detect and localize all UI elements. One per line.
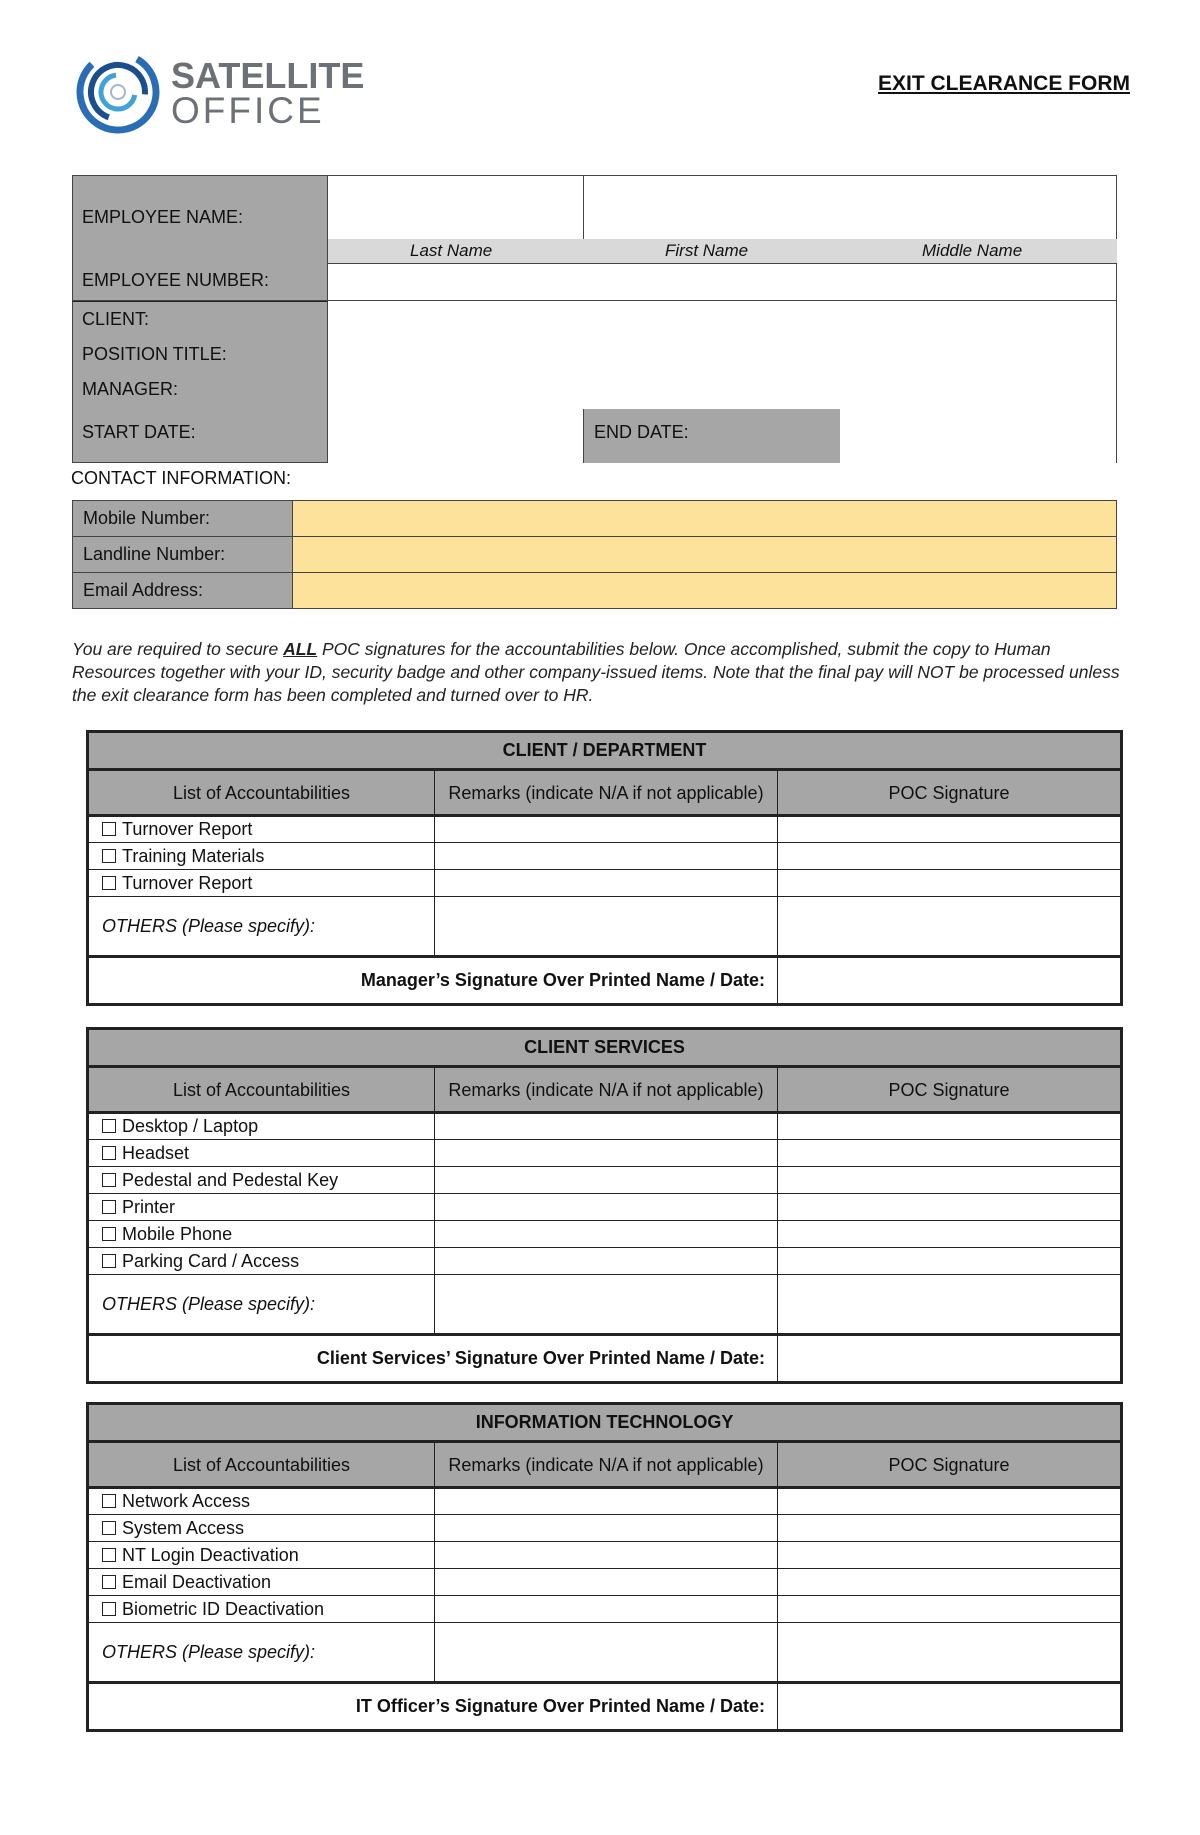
remarks-cell[interactable] [435,1275,778,1335]
employee-name-label: EMPLOYEE NAME: [82,207,244,227]
remarks-cell[interactable] [435,1194,778,1221]
instructions-text-start: You are required to secure [72,639,284,659]
mobile-number-input[interactable] [293,501,1117,537]
section-client-services [86,1027,1123,1384]
column-header-remarks: Remarks (indicate N/A if not applicable) [435,1442,778,1488]
end-date-label: END DATE: [594,422,689,442]
remarks-cell[interactable] [435,1113,778,1140]
poc-signature-cell[interactable] [778,1488,1122,1515]
satellite-logo-icon [76,50,160,134]
accountability-label: System Access [122,1517,245,1538]
last-name-sublabel: Last Name [410,241,493,260]
column-header-poc-signature: POC Signature [778,770,1122,816]
logo-wordmark-bottom: OFFICE [171,90,325,131]
remarks-cell[interactable] [435,1488,778,1515]
poc-signature-cell[interactable] [778,1275,1122,1335]
poc-signature-cell[interactable] [778,1167,1122,1194]
contact-information-heading: CONTACT INFORMATION: [71,468,291,488]
employee-info-block [72,175,1117,463]
checkbox[interactable] [102,1173,116,1187]
accountability-label: Turnover Report [122,819,253,839]
poc-signature-cell[interactable] [778,1596,1122,1623]
poc-signature-cell[interactable] [778,1542,1122,1569]
remarks-cell[interactable] [435,1248,778,1275]
checkbox[interactable] [102,822,116,836]
section-client-department [86,730,1123,1006]
section-title: INFORMATION TECHNOLOGY [88,1404,1122,1442]
poc-signature-cell[interactable] [778,1569,1122,1596]
remarks-cell[interactable] [435,1542,778,1569]
position-title-label: POSITION TITLE: [82,344,227,364]
accountability-label: Printer [122,1196,176,1217]
employee-number-input[interactable] [328,263,1117,301]
accountability-row [88,1596,1122,1623]
poc-signature-cell[interactable] [778,1113,1122,1140]
start-date-label: START DATE: [82,422,196,442]
remarks-cell[interactable] [435,1569,778,1596]
checkbox[interactable] [102,1200,116,1214]
remarks-cell[interactable] [435,897,778,957]
signature-cell[interactable] [778,1335,1122,1383]
column-header-remarks: Remarks (indicate N/A if not applicable) [435,1067,778,1113]
signature-label: IT Officer’s Signature Over Printed Name / Date: [88,1683,778,1731]
poc-signature-cell[interactable] [778,1140,1122,1167]
accountability-label: NT Login Deactivation [122,1544,299,1565]
remarks-cell[interactable] [435,1167,778,1194]
instructions-text-end: POC signatures for the accountabilities below. Once accomplished, submit the copy to Human Resources together with your ID, security badge and other company-issued items. Note that the final pay will NOT be processed unless the exit clearance form has been completed and turned over to HR. [72,639,1120,705]
remarks-cell[interactable] [435,870,778,897]
client-label: CLIENT: [82,309,150,329]
section-information-technology [86,1402,1123,1732]
mobile-number-label: Mobile Number: [73,501,293,537]
poc-signature-cell[interactable] [778,1248,1122,1275]
column-header-poc-signature: POC Signature [778,1442,1122,1488]
poc-signature-cell[interactable] [778,1194,1122,1221]
checkbox[interactable] [102,1548,116,1562]
accountability-label: Biometric ID Deactivation [122,1598,325,1619]
others-label: OTHERS (Please specify): [88,1275,435,1335]
checkbox[interactable] [102,1119,116,1133]
accountability-row [88,1194,1122,1221]
checkbox[interactable] [102,1494,116,1508]
email-address-label: Email Address: [73,573,293,609]
signature-row [88,957,1122,1005]
end-date-input[interactable] [840,409,1117,463]
checkbox[interactable] [102,876,116,890]
accountability-row [88,816,1122,843]
email-address-input[interactable] [293,573,1117,609]
remarks-cell[interactable] [435,816,778,843]
others-label: OTHERS (Please specify): [88,1623,435,1683]
form-title: EXIT CLEARANCE FORM [878,72,1130,95]
remarks-cell[interactable] [435,1596,778,1623]
first-name-sublabel: First Name [665,241,749,260]
column-header-remarks: Remarks (indicate N/A if not applicable) [435,770,778,816]
contact-row-mobile [73,501,1117,537]
accountability-row [88,1140,1122,1167]
landline-number-label: Landline Number: [73,537,293,573]
poc-signature-cell[interactable] [778,843,1122,870]
checkbox[interactable] [102,1254,116,1268]
checkbox[interactable] [102,1575,116,1589]
accountability-label: Network Access [122,1491,251,1511]
section-title: CLIENT SERVICES [88,1029,1122,1067]
accountability-label: Turnover Report [122,872,253,893]
remarks-cell[interactable] [435,843,778,870]
remarks-cell[interactable] [435,1221,778,1248]
checkbox[interactable] [102,1602,116,1616]
accountability-row [88,843,1122,870]
logo-wordmark-top: SATELLITE [171,55,365,96]
poc-signature-cell[interactable] [778,870,1122,897]
accountability-label: Desktop / Laptop [122,1116,259,1136]
company-logo [76,50,365,140]
accountability-label: Headset [122,1142,190,1163]
last-name-input[interactable] [328,175,584,239]
others-row [88,897,1122,957]
contact-row-landline [73,537,1117,573]
contact-information-table [72,500,1117,609]
poc-signature-cell[interactable] [778,1623,1122,1683]
accountability-label: Email Deactivation [122,1571,272,1592]
client-position-manager-input[interactable] [328,301,1117,409]
signature-row [88,1335,1122,1383]
instructions-paragraph [72,638,1134,707]
checkbox[interactable] [102,1227,116,1241]
others-row [88,1623,1122,1683]
poc-signature-cell[interactable] [778,816,1122,843]
middle-name-sublabel: Middle Name [922,241,1023,260]
section-title: CLIENT / DEPARTMENT [88,732,1122,770]
signature-cell[interactable] [778,957,1122,1005]
instructions-emphasis: ALL [283,639,318,659]
column-header-accountabilities: List of Accountabilities [88,1442,435,1488]
signature-label: Manager’s Signature Over Printed Name / Date: [88,957,778,1005]
accountability-row [88,1515,1122,1542]
accountability-label: Mobile Phone [122,1223,233,1244]
checkbox[interactable] [102,1521,116,1535]
accountability-row [88,1113,1122,1140]
accountability-label: Parking Card / Access [122,1250,300,1271]
manager-label: MANAGER: [82,379,179,399]
contact-row-email [73,573,1117,609]
first-middle-name-input[interactable] [584,175,1117,239]
accountability-row [88,870,1122,897]
others-label: OTHERS (Please specify): [88,897,435,957]
accountability-row [88,1167,1122,1194]
others-row [88,1275,1122,1335]
signature-row [88,1683,1122,1731]
accountability-label: Training Materials [122,845,265,866]
start-date-input[interactable] [328,409,584,463]
landline-number-input[interactable] [293,537,1117,573]
employee-number-label: EMPLOYEE NUMBER: [82,270,270,290]
poc-signature-cell[interactable] [778,1221,1122,1248]
signature-label: Client Services’ Signature Over Printed Name / Date: [88,1335,778,1383]
remarks-cell[interactable] [435,1623,778,1683]
remarks-cell[interactable] [435,1515,778,1542]
checkbox[interactable] [102,1146,116,1160]
poc-signature-cell[interactable] [778,897,1122,957]
column-header-accountabilities: List of Accountabilities [88,1067,435,1113]
accountability-label: Pedestal and Pedestal Key [122,1169,339,1190]
remarks-cell[interactable] [435,1140,778,1167]
accountability-row [88,1221,1122,1248]
checkbox[interactable] [102,849,116,863]
poc-signature-cell[interactable] [778,1515,1122,1542]
accountability-row [88,1248,1122,1275]
column-header-poc-signature: POC Signature [778,1067,1122,1113]
accountability-row [88,1488,1122,1515]
column-header-accountabilities: List of Accountabilities [88,770,435,816]
signature-cell[interactable] [778,1683,1122,1731]
accountability-row [88,1569,1122,1596]
accountability-row [88,1542,1122,1569]
